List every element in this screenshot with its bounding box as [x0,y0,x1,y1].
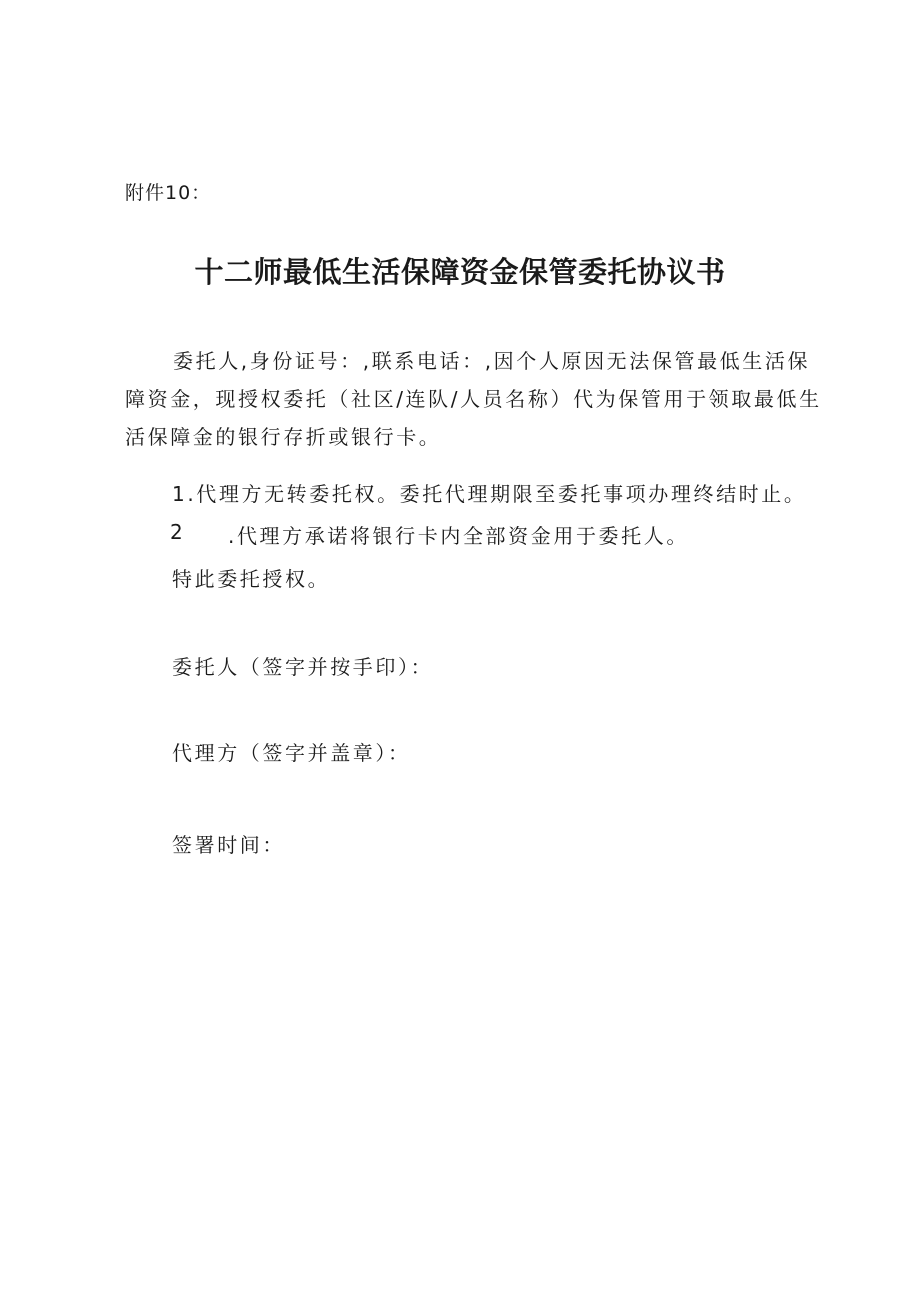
agent-signature-line: 代理方（签字并盖章）： [172,741,411,765]
list-item-2: .代理方承诺将银行卡内全部资金用于委托人。 [228,524,689,548]
attachment-label: 附件10： [125,182,212,204]
list-item-1: 1.代理方无转委托权。委托代理期限至委托事项办理终结时止。 [172,482,807,506]
principal-signature-line: 委托人（签字并按手印）： [172,655,434,679]
body-paragraph: 委托人,身份证号：,联系电话：,因个人原因无法保管最低生活保障资金，现授权委托（社区/连队/人员名称）代为保管用于领取最低生活保障金的银行存折或银行卡。 [125,349,822,449]
closing-text: 特此委托授权。 [172,567,331,591]
document-title: 十二师最低生活保障资金保管委托协议书 [194,255,726,289]
signing-date-line: 签署时间： [172,833,285,857]
list-item-2-number: 2 [170,520,183,544]
